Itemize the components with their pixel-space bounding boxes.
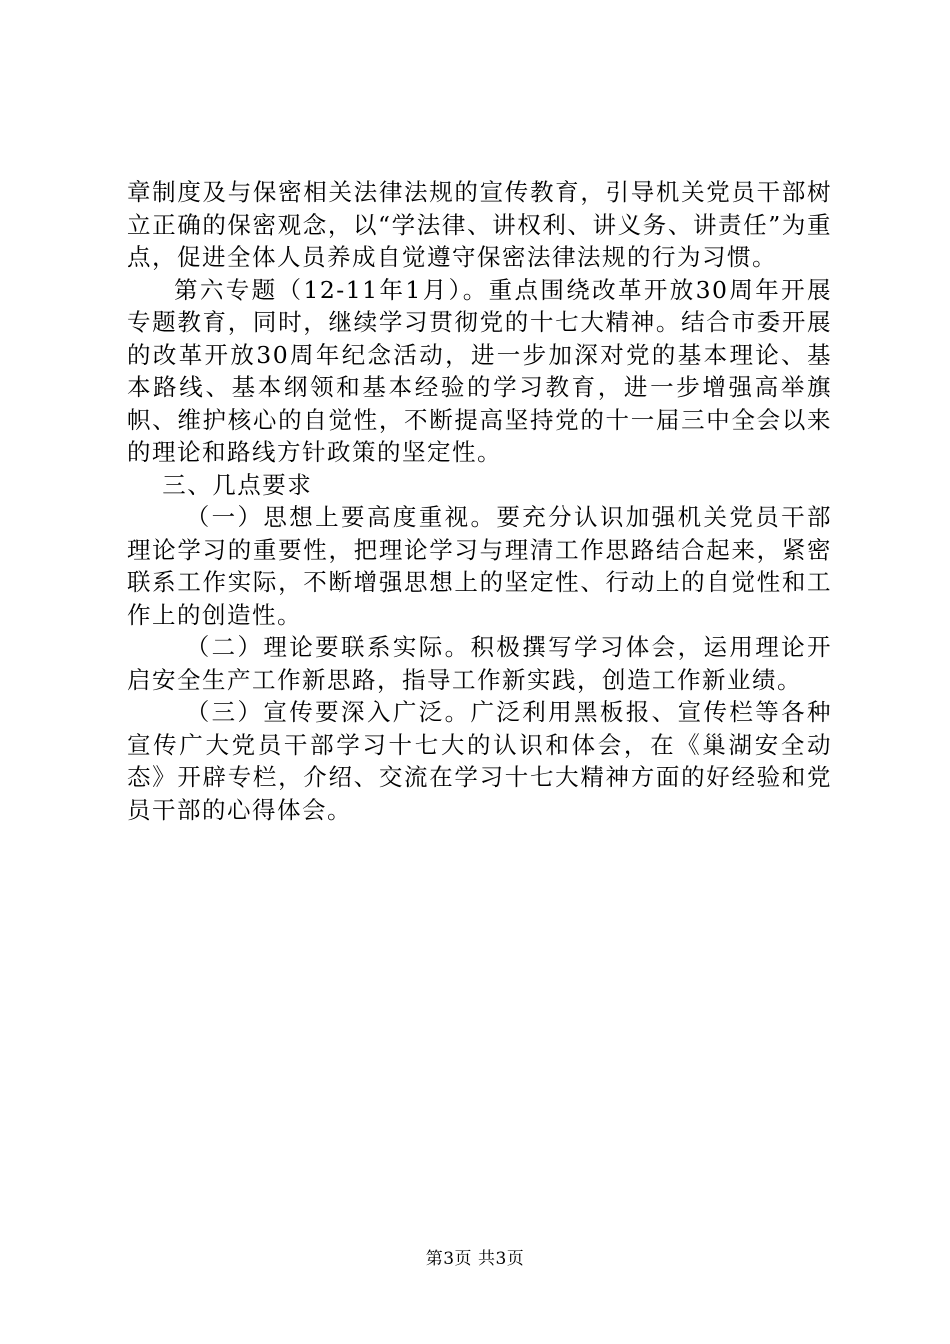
- document-body: [127, 176, 832, 826]
- section-heading-requirements: 三、几点要求: [162, 470, 313, 499]
- paragraph-confidentiality-continued: 章制度及与保密相关法律法规的宣传教育，引导机关党员干部树立正确的保密观念，以“学法律、讲权利、讲义务、讲责任”为重点，促进全体人员养成自觉遵守保密法律法规的行为习惯。: [127, 178, 832, 271]
- paragraph-requirement-one: （一）思想上要高度重视。要充分认识加强机关党员干部理论学习的重要性，把理论学习与理清工作思路结合起来，紧密联系工作实际，不断增强思想上的坚定性、行动上的自觉性和工作上的创造性。: [127, 503, 832, 629]
- page-footer: [0, 1244, 950, 1269]
- paragraph-requirement-two: （二）理论要联系实际。积极撰写学习体会，运用理论开启安全生产工作新思路，指导工作新实践，创造工作新业绩。: [127, 633, 832, 694]
- page-number-label: 第3页 共3页: [425, 1249, 525, 1269]
- paragraph-topic-six: 第六专题（12-11年1月）。重点围绕改革开放30周年开展专题教育，同时，继续学习贯彻党的十七大精神。结合市委开展的改革开放30周年纪念活动，进一步加深对党的基本理论、基本路线、基本纲领和基本经验的学习教育，进一步增强高举旗帜、维护核心的自觉性，不断提高坚持党的十一届三中全会以来的理论和路线方针政策的坚定性。: [127, 275, 832, 466]
- paragraph-requirement-three: （三）宣传要深入广泛。广泛利用黑板报、宣传栏等各种宣传广大党员干部学习十七大的认识和体会，在《巢湖安全动态》开辟专栏，介绍、交流在学习十七大精神方面的好经验和党员干部的心得体会。: [127, 698, 832, 824]
